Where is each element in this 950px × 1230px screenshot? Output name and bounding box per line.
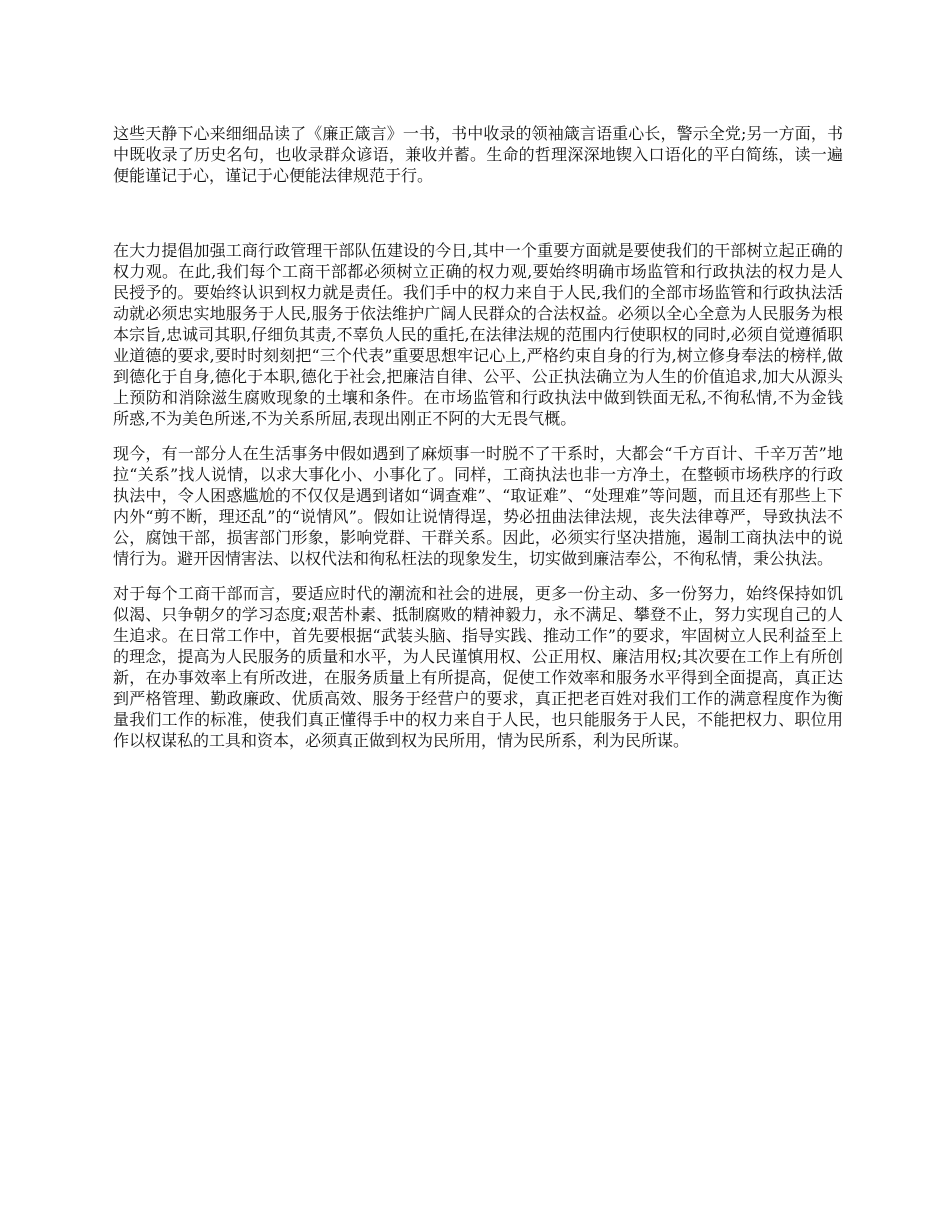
- paragraph-intro: 这些天静下心来细细品读了《廉正箴言》一书，书中收录的领袖箴言语重心长，警示全党;另一方面，书中既收录了历史名句，也收录群众谚语，兼收并蓄。生命的哲理深深地锲入口语化的平白简练，读一遍便能谨记于心，谨记于心便能法律规范于行。: [113, 124, 843, 185]
- paragraph-power-view: 在大力提倡加强工商行政管理干部队伍建设的今日,其中一个重要方面就是要使我们的干部树立起正确的权力观。在此,我们每个工商干部都必须树立正确的权力观,要始终明确市场监管和行政执法的权力是人民授予的。要始终认识到权力就是责任。我们手中的权力来自于人民,我们的全部市场监管和行政执法活动就必须忠实地服务于人民,服务于依法维护广阔人民群众的合法权益。必须以全心全意为人民服务为根本宗旨,忠诚司其职,仔细负其责,不辜负人民的重托,在法律法规的范围内行使职权的同时,必须自觉遵循职业道德的要求,要时时刻刻把“三个代表”重要思想牢记心上,严格约束自身的行为,树立修身奉法的榜样,做到德化于自身,德化于本职,德化于社会,把廉洁自律、公平、公正执法确立为人生的价值追求,加大从源头上预防和消除滋生腐败现象的土壤和条件。在市场监管和行政执法中做到铁面无私,不徇私情,不为金钱所惑,不为美色所迷,不为关系所屈,表现出刚正不阿的大无畏气概。: [113, 241, 843, 428]
- paragraph-cadre-duty: 对于每个工商干部而言，要适应时代的潮流和社会的进展，更多一份主动、多一份努力，始终保持如饥似渴、只争朝夕的学习态度;艰苦朴素、抵制腐败的精神毅力，永不满足、攀登不止，努力实现自己的人生追求。在日常工作中，首先要根据“武装头脑、指导实践、推动工作”的要求，牢固树立人民利益至上的理念，提高为人民服务的质量和水平，为人民谨慎用权、公正用权、廉洁用权;其次要在工作上有所创新，在办事效率上有所改进，在服务质量上有所提高，促使工作效率和服务水平得到全面提高，真正达到严格管理、勤政廉政、优质高效、服务于经营户的要求，真正把老百姓对我们工作的满意程度作为衡量我们工作的标准，使我们真正懂得手中的权力来自于人民，也只能服务于人民，不能把权力、职位用作以权谋私的工具和资本，必须真正做到权为民所用，情为民所系，利为民所谋。: [113, 584, 843, 750]
- document-body: [113, 123, 843, 765]
- paragraph-lobbying: 现今，有一部分人在生活事务中假如遇到了麻烦事一时脱不了干系时，大都会“千方百计、千辛万苦”地拉“关系”找人说情，以求大事化小、小事化了。同样，工商执法也非一方净土，在整顿市场秩序的行政执法中，令人困惑尴尬的不仅仅是遇到诸如“调查难”、“取证难”、“处理难”等问题，而且还有那些上下内外“剪不断，理还乱”的“说情风”。假如让说情得逞，势必扭曲法律法规，丧失法律尊严，导致执法不公，腐蚀干部，损害部门形象，影响党群、干群关系。因此，必须实行坚决措施，遏制工商执法中的说情行为。避开因情害法、以权代法和徇私枉法的现象发生，切实做到廉洁奉公，不徇私情，秉公执法。: [113, 444, 843, 568]
